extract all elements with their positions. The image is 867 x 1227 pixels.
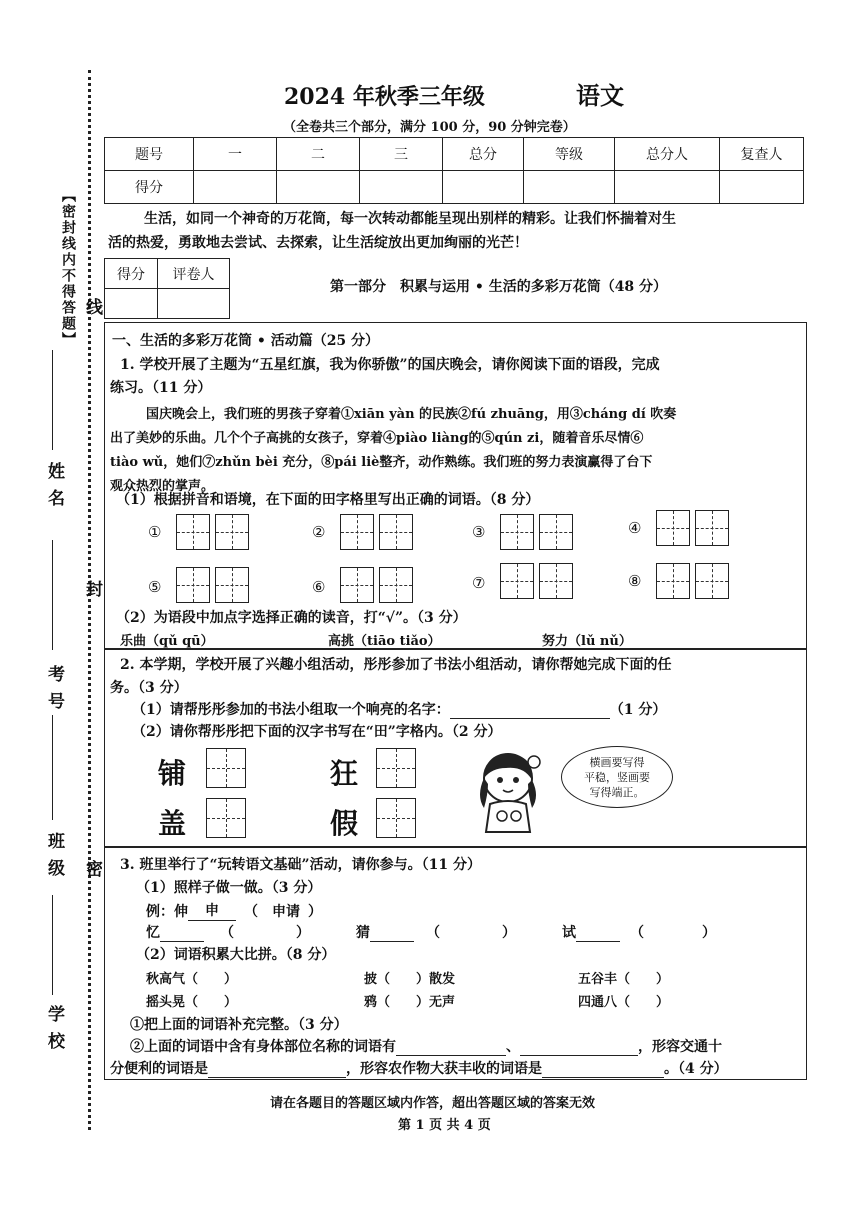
school-underline[interactable] — [52, 895, 53, 995]
fill-row — [356, 922, 516, 942]
tianzige-box[interactable] — [379, 567, 413, 603]
passage-line: 观众热烈的掌声。 — [110, 479, 215, 494]
task-2-blank[interactable] — [542, 1077, 664, 1078]
bubble-line: 横画要写得 — [589, 756, 645, 769]
tianzige-box[interactable] — [656, 563, 690, 599]
score-cell[interactable] — [524, 171, 615, 204]
score-header-cell: 总分 — [443, 138, 524, 171]
group-name-blank[interactable] — [450, 718, 610, 719]
binding-dotted-line — [88, 70, 91, 1130]
score-cell[interactable] — [194, 171, 277, 204]
fill-row — [146, 922, 310, 942]
task-2-text: 分便利的词语是 — [110, 1061, 208, 1077]
question-2-text: 2. 本学期，学校开展了兴趣小组活动，彤彤参加了书法小组活动，请你帮她完成下面的任 — [120, 657, 672, 673]
question-2-text: 务。（3 分） — [110, 680, 188, 696]
example-paren: ） — [308, 904, 322, 920]
example-answer: 申 — [188, 900, 236, 921]
question-3-sub-2: （2）词语积累大比拼。（8 分） — [136, 947, 336, 963]
seal-char: 封 — [82, 580, 102, 599]
idiom-item[interactable]: 鸦（ ）无声 — [364, 995, 456, 1010]
sub-question-2: （2）为语段中加点字选择正确的读音，打“√”。（3 分） — [116, 610, 467, 626]
idiom-item[interactable]: 五谷丰（ ） — [578, 972, 670, 987]
question-3-sub-1: （1）照样子做一做。（3 分） — [136, 880, 322, 896]
exam-number-underline[interactable] — [52, 540, 53, 650]
tianzige-box[interactable] — [500, 514, 534, 550]
example-row — [146, 900, 322, 921]
fill-paren: ） — [296, 925, 310, 941]
score-header-cell: 三 — [360, 138, 443, 171]
question-1-text: 1. 学校开展了主题为“五星红旗，我为你骄傲”的国庆晚会，请你阅读下面的语段，完成 — [120, 357, 660, 373]
score-header-cell: 题号 — [105, 138, 194, 171]
subject-title: 语文 — [576, 81, 624, 110]
grader-score-label: 得分 — [105, 259, 158, 289]
pronunciation-choice[interactable]: 高挑（tiāo tiǎo） — [328, 634, 441, 649]
tianzige-box[interactable] — [500, 563, 534, 599]
fill-blank[interactable] — [370, 941, 414, 942]
task-2-text: 、 — [506, 1039, 520, 1055]
fill-char: 猜 — [356, 925, 370, 941]
idiom-item[interactable]: 四通八（ ） — [578, 995, 670, 1010]
marker-7: ⑦ — [472, 574, 486, 592]
marker-5: ⑤ — [148, 578, 162, 596]
intro-line: 生活，如同一个神奇的万花筒，每一次转动都能呈现出别样的精彩。让我们怀揣着对生 — [144, 211, 676, 227]
sub-question-1: （1）根据拼音和语境，在下面的田字格里写出正确的词语。（8 分） — [116, 492, 540, 508]
marker-3: ③ — [472, 523, 486, 541]
calligraphy-char: 假 — [330, 807, 359, 840]
task-2-text: ，形容交通十 — [638, 1039, 722, 1055]
example-word: 申请 — [272, 904, 300, 920]
marker-8: ⑧ — [628, 572, 642, 590]
tianzige-box[interactable] — [206, 798, 246, 838]
fill-char: 试 — [562, 925, 576, 941]
score-header-cell: 复查人 — [720, 138, 804, 171]
task-2-blank[interactable] — [396, 1055, 506, 1056]
idiom-item[interactable]: 摇头晃（ ） — [146, 995, 238, 1010]
idiom-item[interactable]: 披（ ）散发 — [364, 972, 456, 987]
tianzige-box[interactable] — [340, 567, 374, 603]
score-cell[interactable] — [277, 171, 360, 204]
grader-score-cell[interactable] — [105, 289, 158, 319]
task-2 — [130, 1036, 722, 1056]
tianzige-box[interactable] — [215, 567, 249, 603]
question-2-sub-1-score: （1 分） — [609, 702, 667, 718]
exam-number-label: 考 号 — [44, 665, 64, 711]
speech-bubble — [561, 746, 673, 808]
girl-illustration — [466, 748, 556, 838]
section-1-title: 一、生活的多彩万花筒 • 活动篇（25 分） — [112, 333, 380, 349]
question-2-sub-2: （2）请你帮彤彤把下面的汉字书写在“田”字格内。（2 分） — [132, 724, 502, 740]
score-header-cell: 等级 — [524, 138, 615, 171]
name-label: 姓 名 — [44, 462, 64, 508]
question-2-sub-1-text: （1）请帮彤彤参加的书法小组取一个响亮的名字： — [132, 702, 450, 718]
tianzige-box[interactable] — [656, 510, 690, 546]
marker-1: ① — [148, 523, 162, 541]
task-2-text: 。（4 分） — [664, 1061, 728, 1077]
question-1-text: 练习。（11 分） — [110, 380, 212, 396]
question-3-text: 3. 班里举行了“玩转语文基础”活动，请你参与。（11 分） — [120, 857, 481, 873]
calligraphy-char: 铺 — [158, 757, 187, 790]
class-underline[interactable] — [52, 715, 53, 820]
score-header-cell: 总分人 — [615, 138, 720, 171]
score-cell[interactable] — [360, 171, 443, 204]
tianzige-box[interactable] — [376, 798, 416, 838]
fill-row — [562, 922, 716, 942]
page-number: 第 1 页 共 4 页 — [398, 1118, 491, 1133]
footer-notice: 请在各题目的答题区域内作答，超出答题区域的答案无效 — [270, 1096, 596, 1111]
marker-6: ⑥ — [312, 578, 326, 596]
score-header-cell: 二 — [277, 138, 360, 171]
calligraphy-char: 狂 — [330, 757, 359, 790]
tianzige-box[interactable] — [376, 748, 416, 788]
class-label: 班 级 — [44, 832, 64, 878]
score-cell[interactable] — [615, 171, 720, 204]
tianzige-box[interactable] — [695, 563, 729, 599]
tianzige-box[interactable] — [176, 567, 210, 603]
tianzige-box[interactable] — [539, 563, 573, 599]
calligraphy-char: 盖 — [158, 807, 187, 840]
tianzige-box[interactable] — [176, 514, 210, 550]
tianzige-box[interactable] — [215, 514, 249, 550]
score-header-cell: 一 — [194, 138, 277, 171]
pronunciation-choice[interactable]: 乐曲（qǔ qū） — [120, 634, 214, 649]
tianzige-box[interactable] — [379, 514, 413, 550]
tianzige-box[interactable] — [206, 748, 246, 788]
task-2-blank[interactable] — [520, 1055, 638, 1056]
score-cell[interactable] — [720, 171, 804, 204]
fill-paren: （ — [426, 925, 440, 941]
marker-2: ② — [312, 523, 326, 541]
pronunciation-choice[interactable]: 努力（lǔ nǔ） — [542, 634, 632, 649]
grader-label: 评卷人 — [158, 259, 230, 289]
tianzige-box[interactable] — [695, 510, 729, 546]
part1-title: 第一部分 积累与运用 • 生活的多彩万花筒（48 分） — [330, 279, 668, 295]
example-char: 例：伸 — [146, 904, 188, 920]
exam-info: （全卷共三个部分，满分 100 分，90 分钟完卷） — [283, 120, 576, 135]
grader-name-cell[interactable] — [158, 289, 230, 319]
task-1: ①把上面的词语补充完整。（3 分） — [130, 1017, 348, 1033]
passage-line: tiào wǔ，她们⑦zhǔn bèi 充分，⑧pái liè整齐，动作熟练。我们班的努力表演赢得了台下 — [110, 455, 653, 470]
name-underline[interactable] — [52, 350, 53, 450]
task-2-text: ，形容农作物大获丰收的词语是 — [346, 1061, 542, 1077]
fill-blank[interactable] — [160, 941, 204, 942]
task-2-blank[interactable] — [208, 1077, 346, 1078]
fill-blank[interactable] — [576, 941, 620, 942]
fill-char: 忆 — [146, 925, 160, 941]
tianzige-box[interactable] — [340, 514, 374, 550]
school-label: 学 校 — [44, 1005, 64, 1051]
bubble-line: 写得端正。 — [589, 786, 645, 799]
marker-4: ④ — [628, 519, 642, 537]
task-2-cont — [110, 1058, 728, 1078]
bubble-line: 平稳，竖画要 — [584, 771, 650, 784]
task-2-text: ②上面的词语中含有身体部位名称的词语有 — [130, 1039, 396, 1055]
intro-line: 活的热爱，勇敢地去尝试、去探索，让生活绽放出更加绚丽的光芒！ — [108, 235, 528, 251]
secret-char: 密 — [82, 860, 102, 879]
fill-paren: （ — [630, 925, 644, 941]
fill-paren: ） — [702, 925, 716, 941]
seal-line-char: 线 — [82, 298, 102, 317]
grader-table — [104, 258, 230, 319]
example-paren: （ — [244, 904, 258, 920]
passage-line: 国庆晚会上，我们班的男孩子穿着①xiān yàn 的民族②fú zhuāng，用③cháng dí 吹奏 — [146, 407, 677, 422]
question-2-sub-1 — [132, 699, 666, 719]
seal-notice: 【密封线内不得答题】 — [60, 188, 76, 348]
score-row-label: 得分 — [105, 171, 194, 204]
fill-paren: （ — [220, 925, 234, 941]
score-table — [104, 137, 804, 204]
tianzige-box[interactable] — [539, 514, 573, 550]
idiom-item[interactable]: 秋高气（ ） — [146, 972, 238, 987]
fill-paren: ） — [502, 925, 516, 941]
score-cell[interactable] — [443, 171, 524, 204]
page-title: 2024 年秋季三年级 — [284, 84, 485, 110]
passage-line: 出了美妙的乐曲。几个个子高挑的女孩子，穿着④piào liàng的⑤qún zi，随着音乐尽情⑥ — [110, 431, 644, 446]
